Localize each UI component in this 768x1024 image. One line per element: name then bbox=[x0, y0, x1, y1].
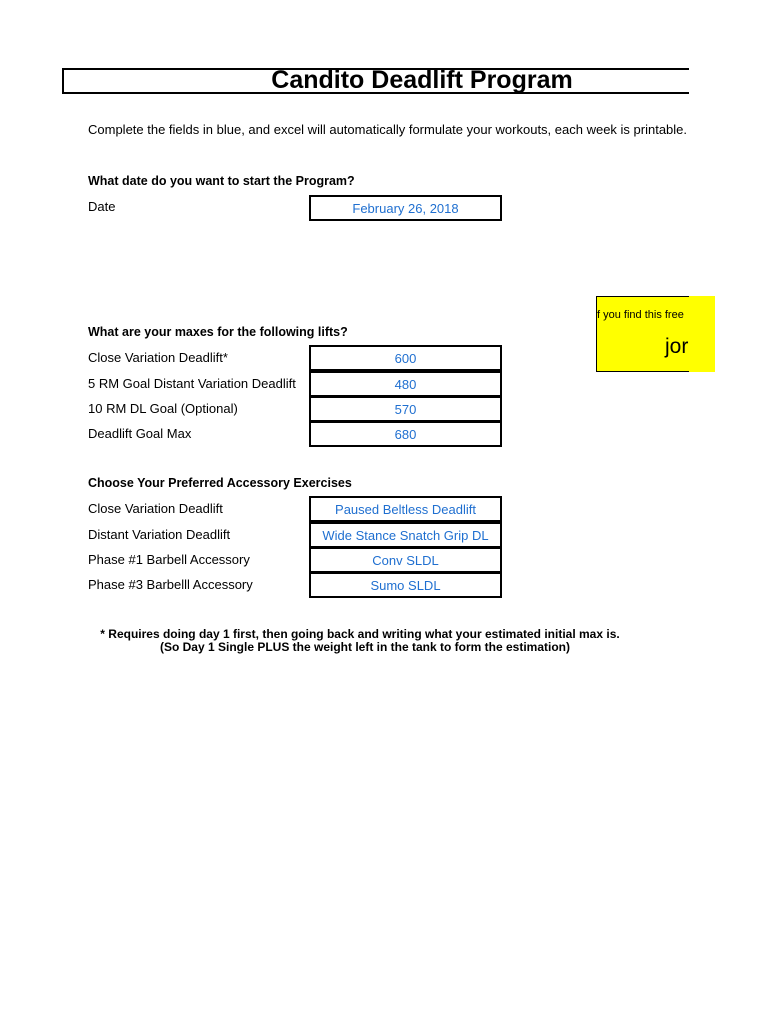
accessory-select-close-variation[interactable]: Paused Beltless Deadlift bbox=[309, 496, 502, 522]
accessory-label-phase1: Phase #1 Barbell Accessory bbox=[88, 552, 250, 567]
date-label: Date bbox=[88, 199, 116, 214]
callout-small-text: f you find this free bbox=[597, 309, 684, 321]
footnote-line-1: * Requires doing day 1 first, then going back and writing what your estimated initial max is. bbox=[100, 627, 620, 641]
max-input-5rm-goal[interactable]: 480 bbox=[309, 371, 502, 397]
max-input-close-variation[interactable]: 600 bbox=[309, 345, 502, 371]
start-date-heading: What date do you want to start the Program? bbox=[88, 174, 355, 188]
maxes-heading: What are your maxes for the following lifts? bbox=[88, 325, 348, 339]
max-label-goal-max: Deadlift Goal Max bbox=[88, 426, 192, 441]
accessory-label-distant-variation: Distant Variation Deadlift bbox=[88, 527, 231, 542]
page-title: Candito Deadlift Program bbox=[271, 66, 573, 94]
accessory-heading: Choose Your Preferred Accessory Exercises bbox=[88, 476, 352, 490]
accessory-label-phase3: Phase #3 Barbelll Accessory bbox=[88, 577, 253, 592]
accessory-select-phase1[interactable]: Conv SLDL bbox=[309, 547, 502, 573]
footnote-line-2: (So Day 1 Single PLUS the weight left in the tank to form the estimation) bbox=[159, 640, 571, 654]
date-input-cell[interactable]: February 26, 2018 bbox=[309, 195, 502, 221]
accessory-label-close-variation: Close Variation Deadlift bbox=[88, 501, 223, 516]
accessory-select-phase3[interactable]: Sumo SLDL bbox=[309, 572, 502, 598]
max-label-5rm-goal: 5 RM Goal Distant Variation Deadlift bbox=[88, 376, 296, 391]
max-input-goal-max[interactable]: 680 bbox=[309, 421, 502, 447]
callout-big-text: jor bbox=[665, 335, 689, 358]
max-input-10rm-goal[interactable]: 570 bbox=[309, 396, 502, 422]
callout-overflow bbox=[689, 296, 715, 372]
intro-text: Complete the fields in blue, and excel will automatically formulate your workouts, each week is printable. bbox=[88, 122, 688, 137]
max-label-10rm-goal: 10 RM DL Goal (Optional) bbox=[88, 401, 238, 416]
max-label-close-variation: Close Variation Deadlift* bbox=[88, 350, 228, 365]
accessory-select-distant-variation[interactable]: Wide Stance Snatch Grip DL bbox=[309, 522, 502, 548]
